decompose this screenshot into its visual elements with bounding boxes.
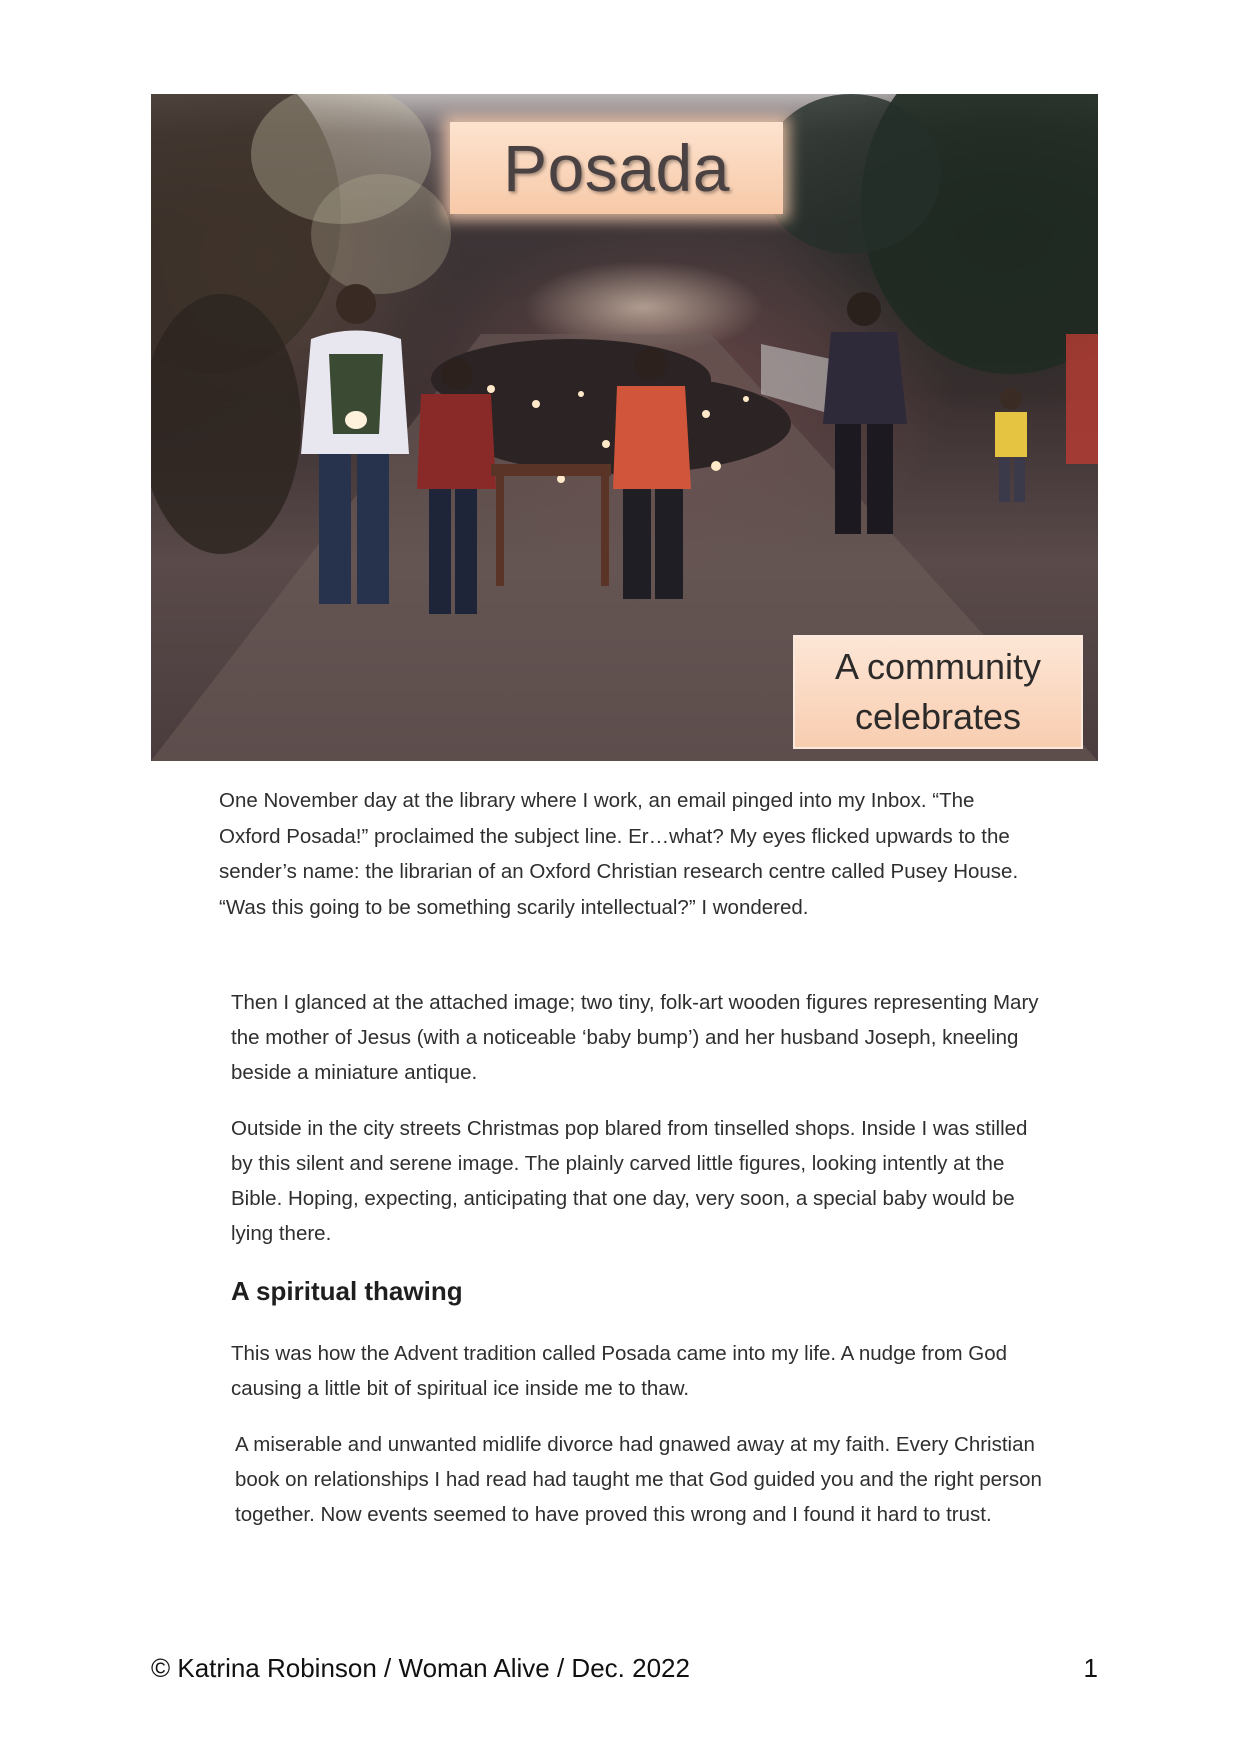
hero-photo — [151, 94, 1098, 761]
section-heading: A spiritual thawing — [231, 1276, 463, 1306]
article-paragraph-2: Then I glanced at the attached image; two tiny, folk-art wooden figures representing Mary the mother of Jesus (with a noticeable ‘baby bump’) and her husband Joseph, kneeling beside a miniature antique. — [231, 991, 1039, 1084]
hero-title-box — [450, 122, 783, 214]
hero-caption-box — [793, 635, 1083, 749]
article-paragraph-4: This was how the Advent tradition called Posada came into my life. A nudge from God causing a little bit of spiritual ice inside me to thaw. — [231, 1342, 1008, 1400]
article-paragraph-1: One November day at the library where I work, an email pinged into my Inbox. “The Oxford Posada!” proclaimed the subject line. Er…what? My eyes flicked upwards to the sender’s name: the librarian of an Oxford Christian research centre called Pusey House. “Was this going to be something scarily intellectual?” I wondered. — [219, 789, 1019, 919]
article-paragraph-3: Outside in the city streets Christmas pop blared from tinselled shops. Inside I was stilled by this silent and serene image. The plainly carved little figures, looking intently at the Bible. Hoping, expecting, anticipating that one day, very soon, a special baby would be lying there. — [231, 1117, 1028, 1245]
footer-credit: © Katrina Robinson / Woman Alive / Dec. 2022 — [151, 1653, 690, 1683]
hero-caption-line-2: celebrates — [854, 696, 1022, 737]
page-number: 1 — [1083, 1653, 1098, 1683]
hero-title: Posada — [503, 131, 730, 205]
hero-caption-line-1: A community — [834, 646, 1042, 687]
article-paragraph-5: A miserable and unwanted midlife divorce had gnawed away at my faith. Every Christian book on relationships I had read had taught me that God guided you and the right person together. Now events seemed to have proved this wrong and I found it hard to trust. — [235, 1433, 1042, 1526]
